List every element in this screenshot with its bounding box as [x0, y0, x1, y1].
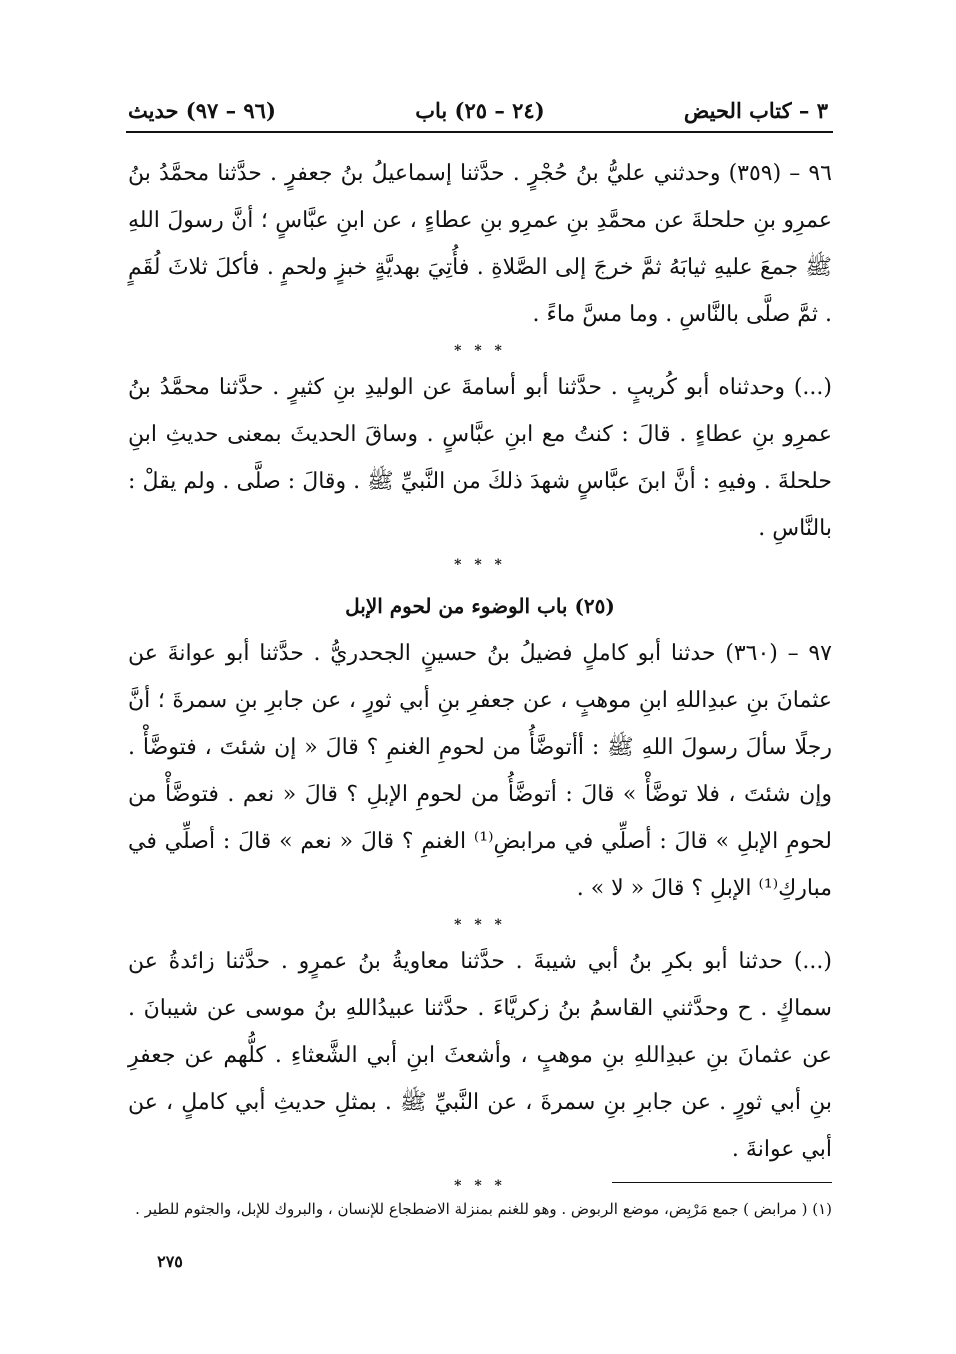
section-separator-3: * * *	[454, 917, 506, 933]
page-number: ٢٧٥	[157, 1252, 183, 1271]
hadith-97: ٩٧ – (٣٦٠) حدثنا أبو كاملٍ فضيلُ بنُ حسينٍ الجحدريُّ . حدَّثنا أبو عوانةَ عن عثمانَ بنِ عبدِاللهِ ابنِ موهبٍ ، عن جعفرِ بنِ أبي ثورٍ ، عن جابرِ بنِ سمرةَ ؛ أنَّ رجلًا سألَ رسولَ اللهِ ﷺ : أأتوضَّأُ من لحومِ الغنمِ ؟ قالَ « إن شئتَ ، فتوضَّأْ . وإن شئتَ ، فلا توضَّأْ » قالَ : أتوضَّأُ من لحومِ الإبلِ ؟ قالَ « نعم . فتوضَّأْ من لحومِ الإبلِ » قالَ : أصلِّي في مرابضِ⁽¹⁾ الغنمِ ؟ قالَ « نعم » قالَ : أصلِّي في مباركِ⁽¹⁾ الإبلِ ؟ قالَ « لا » .	[128, 641, 832, 901]
running-header	[128, 98, 828, 130]
footnote: (١) ( مرابض ) جمع مَرْبِض، موضع الربوض . وهو للغنم بمنزلة الاضطجاع للإنسان ، والبروك للإبل، والجثوم للطير .	[135, 1200, 832, 1218]
header-book-title: ٣ – كتاب الحيض	[683, 98, 828, 123]
hadith-96-variant: (...) وحدثناه أبو كُريبٍ . حدَّثنا أبو أسامةَ عن الوليدِ بنِ كثيرٍ . حدَّثنا محمَّدُ بنُ عمرِو بنِ عطاءٍ . قالَ : كنتُ مع ابنِ عبَّاسٍ . وساقَ الحديثَ بمعنى حديثِ ابنِ حلحلةَ . وفيهِ : أنَّ ابنَ عبَّاسٍ شهدَ ذلكَ من النَّبيِّ ﷺ . وقالَ : صلَّى . ولم يقلْ : بالنَّاسِ .	[128, 375, 832, 541]
header-rule	[126, 131, 833, 133]
footnote-rule	[612, 1182, 832, 1183]
page-body	[128, 150, 832, 1199]
hadith-96: ٩٦ – (٣٥٩) وحدثني عليُّ بنُ حُجْرٍ . حدَّثنا إسماعيلُ بنُ جعفرٍ . حدَّثنا محمَّدُ بنُ عمرِو بنِ حلحلةَ عن محمَّدِ بنِ عمرِو بنِ عطاءٍ ، عن ابنِ عبَّاسٍ ؛ أنَّ رسولَ اللهِ ﷺ جمعَ عليهِ ثيابَهُ ثمَّ خرجَ إلى الصَّلاةِ . فأُتِيَ بهديَّةٍ خبزٍ ولحمٍ . فأكلَ ثلاثَ لُقَمٍ . ثمَّ صلَّى بالنَّاسِ . وما مسَّ ماءً .	[128, 161, 832, 327]
section-separator-2: * * *	[454, 557, 506, 573]
header-chapter-range: (٢٤ – ٢٥) باب	[415, 98, 545, 123]
chapter-title: (٢٥) باب الوضوء من لحوم الإبل	[345, 594, 615, 618]
header-hadith-range: (٩٦ – ٩٧) حديث	[128, 98, 276, 123]
section-separator-4: * * *	[454, 1178, 506, 1194]
section-separator-1: * * *	[454, 343, 506, 359]
hadith-97-variant: (...) حدثنا أبو بكرِ بنُ أبي شيبةَ . حدَّثنا معاويةُ بنُ عمرٍو . حدَّثنا زائدةُ عن سماكٍ . ح وحدَّثني القاسمُ بنُ زكريَّاءَ . حدَّثنا عبيدُاللهِ بنُ موسى عن شيبانَ . عن عثمانَ بنِ عبدِاللهِ بنِ موهبٍ ، وأشعثَ ابنِ أبي الشَّعثاءِ . كلُّهم عن جعفرِ بنِ أبي ثورٍ . عن جابرِ بنِ سمرةَ ، عن النَّبيِّ ﷺ . بمثلِ حديثِ أبي كاملٍ ، عن أبي عوانةَ .	[128, 949, 832, 1162]
